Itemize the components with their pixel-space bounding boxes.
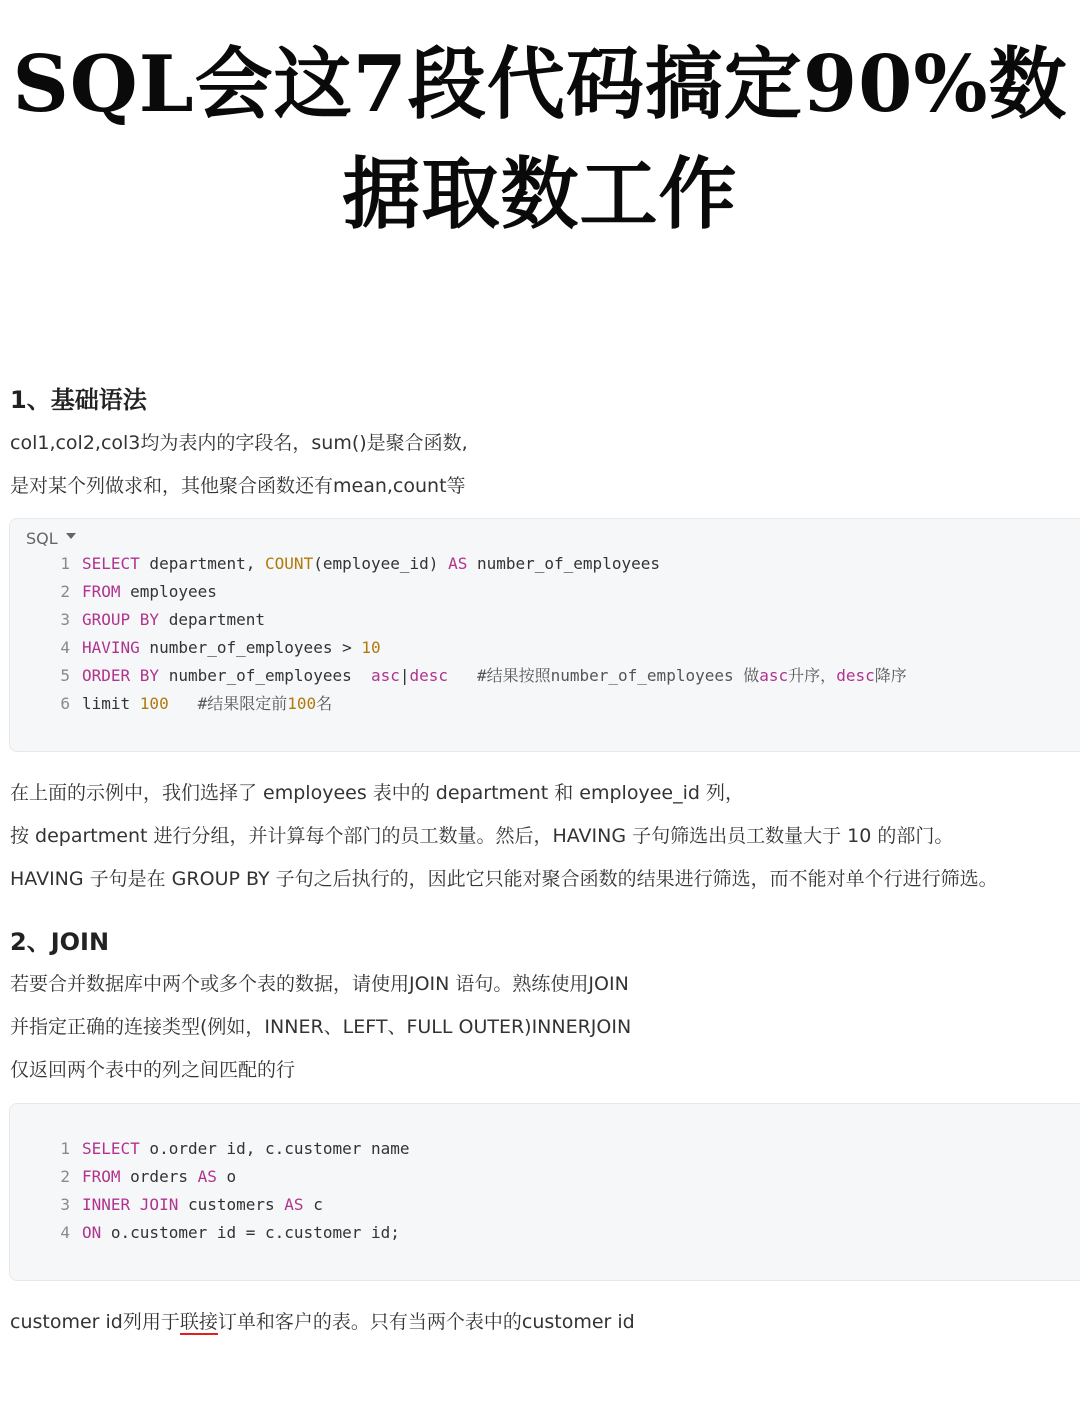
code-language-selector[interactable]: SQL — [26, 529, 58, 548]
code-token: c — [303, 1195, 323, 1214]
code-token: #结果按照number_of_employees 做 — [448, 666, 760, 685]
footer-text-after: 订单和客户的表。只有当两个表中的customer id — [217, 1311, 635, 1333]
code-token: FROM — [82, 582, 121, 601]
code-token: desc — [836, 666, 875, 685]
code-token: customers — [178, 1195, 285, 1214]
code-line — [10, 634, 381, 662]
code-token: number_of_employees — [467, 554, 660, 573]
line-number: 3 — [60, 1195, 70, 1214]
code-line — [10, 606, 265, 634]
line-number: 3 — [60, 610, 70, 629]
code-token: 10 — [361, 638, 381, 657]
page-title-line-1: SQL会这7段代码搞定90%数 — [12, 39, 1068, 130]
footer-paragraph — [10, 1307, 635, 1334]
code-token: o.customer id = c.customer id; — [101, 1223, 400, 1242]
code-token: ORDER BY — [82, 666, 160, 685]
code-token: AS — [284, 1195, 304, 1214]
line-number: 5 — [60, 666, 70, 685]
footer-text-before: customer id列用于 — [10, 1311, 180, 1333]
line-number: 4 — [60, 638, 70, 657]
page-title-line-2: 据取数工作 — [342, 149, 738, 240]
intro-paragraph-line: 是对某个列做求和，其他聚合函数还有mean,count等 — [10, 475, 466, 497]
code-line — [10, 690, 332, 718]
code-token: AS — [448, 554, 468, 573]
chevron-down-icon[interactable] — [66, 533, 76, 539]
code-token: 100 — [287, 694, 317, 713]
code-line — [10, 1163, 236, 1191]
code-block-join — [9, 1103, 1080, 1281]
code-token: department — [159, 610, 266, 629]
intro-paragraph-line: col1,col2,col3均为表内的字段名，sum()是聚合函数, — [10, 432, 468, 454]
line-number: 1 — [60, 1139, 70, 1158]
code-line — [10, 578, 217, 606]
explanation-line: 按 department 进行分组，并计算每个部门的员工数量。然后，HAVING 子句筛选出员工数量大于 10 的部门。 — [10, 825, 954, 847]
code-line — [10, 1135, 410, 1163]
code-token: HAVING — [82, 638, 140, 657]
code-token: desc — [409, 666, 449, 685]
code-token: GROUP BY — [82, 610, 160, 629]
code-token: ON — [82, 1223, 102, 1242]
code-token: AS — [197, 1167, 217, 1186]
intro-paragraph-line: 仅返回两个表中的列之间匹配的行 — [10, 1059, 296, 1081]
code-token: COUNT — [265, 554, 314, 573]
code-token: number_of_employees — [159, 666, 371, 685]
section-heading-basic-syntax: 1、基础语法 — [10, 386, 147, 414]
code-token: #结果限定前 — [168, 694, 288, 713]
code-line — [10, 1219, 400, 1247]
code-token: 100 — [139, 694, 169, 713]
code-token: (employee_id) — [313, 554, 449, 573]
explanation-line: HAVING 子句是在 GROUP BY 子句之后执行的，因此它只能对聚合函数的结果进行筛选，而不能对单个行进行筛选。 — [10, 868, 998, 890]
code-token: | — [399, 666, 410, 685]
code-token: 降序 — [874, 666, 907, 685]
code-token: SELECT — [82, 554, 140, 573]
code-token: 升序， — [788, 666, 837, 685]
code-token: number_of_employees > — [139, 638, 362, 657]
section-heading-join: 2、JOIN — [10, 928, 110, 956]
code-token: o.order id, c.customer name — [139, 1139, 410, 1158]
code-line — [10, 1191, 323, 1219]
explanation-line: 在上面的示例中，我们选择了 employees 表中的 department 和 employee_id 列， — [10, 782, 744, 804]
intro-paragraph-line: 若要合并数据库中两个或多个表的数据，请使用JOIN 语句。熟练使用JOIN — [10, 973, 629, 995]
line-number: 2 — [60, 1167, 70, 1186]
code-token: 名 — [316, 694, 333, 713]
code-token: asc — [370, 666, 400, 685]
code-line — [10, 662, 907, 690]
code-token: employees — [120, 582, 217, 601]
code-token: asc — [759, 666, 789, 685]
line-number: 4 — [60, 1223, 70, 1242]
intro-paragraph-line: 并指定正确的连接类型(例如，INNER、LEFT、FULL OUTER)INNERJOIN — [10, 1016, 632, 1038]
line-number: 2 — [60, 582, 70, 601]
code-token: SELECT — [82, 1139, 140, 1158]
line-number: 1 — [60, 554, 70, 573]
code-line — [10, 550, 660, 578]
code-token: department, — [139, 554, 266, 573]
code-block-sql — [9, 518, 1080, 752]
footer-underlined-word: 联接 — [179, 1311, 218, 1333]
code-token: orders — [120, 1167, 198, 1186]
code-token: INNER JOIN — [82, 1195, 179, 1214]
line-number: 6 — [60, 694, 70, 713]
code-token: FROM — [82, 1167, 121, 1186]
code-token: limit — [82, 694, 140, 713]
code-token: o — [216, 1167, 237, 1186]
